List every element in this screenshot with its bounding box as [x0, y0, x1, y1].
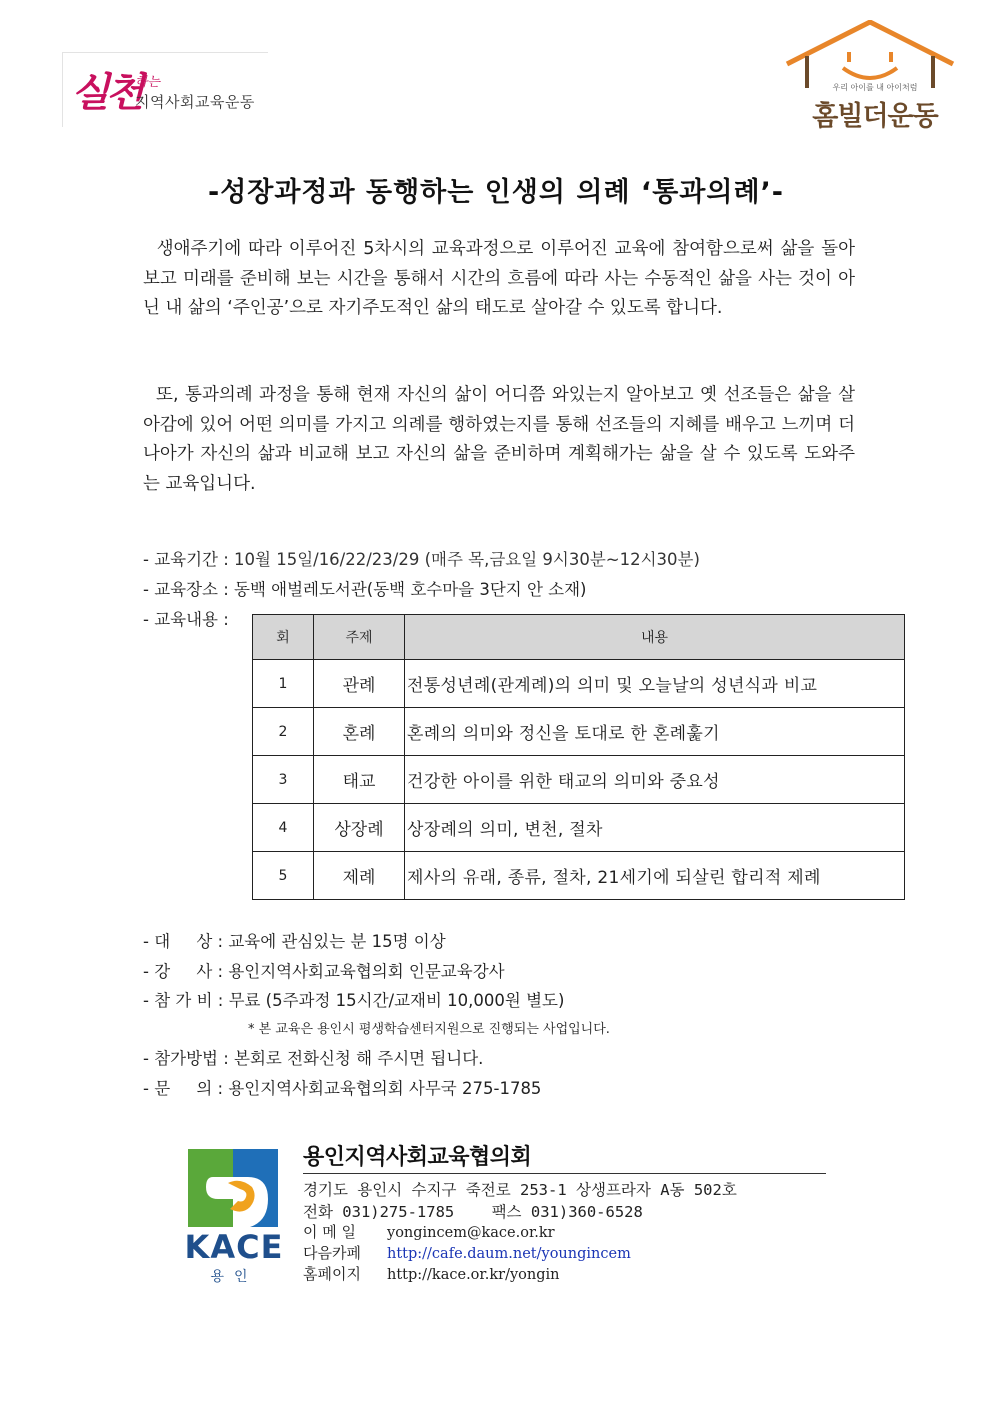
- row-topic: 태교: [314, 756, 405, 804]
- intro-paragraph-text: 생애주기에 따라 이루어진 5차시의 교육과정으로 이루어진 교육에 참여함으로써 삶을 돌아보고 미래를 준비해 보는 시간을 통해서 시간의 흐름에 따라 사는 수동적인 삶을 사는 것이 아닌 내 삶의 ‘주인공’으로 자기주도적인 삶의 태도로 살아갈 수 있도록 합니다.: [143, 239, 855, 318]
- logo-org-name: 지역사회교육운동: [135, 93, 255, 111]
- row-no: 1: [253, 660, 314, 708]
- row-no: 2: [253, 708, 314, 756]
- detail-paragraph-text: 또, 통과의례 과정을 통해 현재 자신의 삶이 어디쯤 와있는지 알아보고 옛 선조들은 삶을 살아감에 있어 어떤 의미를 가지고 의례를 행하였는지를 통해 선조들의 지혜를 배우고 느끼며 더 나아가 자신의 삶과 비교해 보고 자신의 삶을 준비하며 계획해가는 삶을 살 수 있도록 도와주는 교육입니다.: [143, 385, 855, 494]
- footer-email-line: [303, 1221, 555, 1242]
- footer-home-line: [303, 1263, 559, 1284]
- method-line: [143, 1045, 483, 1069]
- cafe-link[interactable]: http://cafe.daum.net/youngincem: [387, 1246, 631, 1262]
- fee-label: - 참 가 비 :: [143, 991, 229, 1010]
- kace-logo-text: KACE: [184, 1228, 284, 1266]
- content-label: - 교육내용 :: [143, 610, 229, 629]
- table-row: [253, 804, 905, 852]
- silcheon-logo: [62, 52, 268, 127]
- inquiry-value: 용인지역사회교육협의회 사무국 275-1785: [228, 1079, 542, 1098]
- row-topic: 제례: [314, 852, 405, 900]
- logo-script-text: 실천: [71, 69, 141, 116]
- row-topic: 혼례: [314, 708, 405, 756]
- row-no: 3: [253, 756, 314, 804]
- row-desc: 건강한 아이를 위한 태교의 의미와 중요성: [405, 756, 905, 804]
- footer-cafe-line: [303, 1242, 631, 1263]
- footer-phone: 전화 031)275-1785 팩스 031)360-6528: [303, 1203, 643, 1221]
- table-header-row: [253, 615, 905, 660]
- period-value: 10월 15일/16/22/23/29 (매주 목,금요일 9시30분~12시30분): [234, 550, 700, 569]
- fee-line: [143, 987, 564, 1011]
- period-label: - 교육기간 :: [143, 550, 235, 569]
- table-row: [253, 660, 905, 708]
- place-value: 동백 애벌레도서관(동백 호수마을 3단지 안 소재): [234, 580, 587, 599]
- lecturer-line: [143, 958, 505, 982]
- row-no: 5: [253, 852, 314, 900]
- logo-name: 홈빌더운동: [812, 101, 938, 132]
- header-content: 내용: [405, 615, 905, 660]
- table-row: [253, 756, 905, 804]
- kace-emblem-icon: [178, 1147, 288, 1232]
- kace-logo-sub: 용인: [210, 1269, 258, 1285]
- detail-paragraph: [143, 381, 855, 499]
- footer-divider: [303, 1173, 826, 1174]
- content-line: [143, 606, 229, 630]
- method-label: - 참가방법 :: [143, 1049, 235, 1068]
- header-topic: 주제: [314, 615, 405, 660]
- row-topic: 관례: [314, 660, 405, 708]
- email-value[interactable]: yongincem@kace.or.kr: [387, 1225, 555, 1241]
- row-topic: 상장례: [314, 804, 405, 852]
- fee-value: 무료 (5주과정 15시간/교재비 10,000원 별도): [228, 991, 565, 1010]
- footer-org-name: 용인지역사회교육협의회: [303, 1145, 532, 1170]
- cafe-label: 다음카페: [303, 1244, 361, 1262]
- table-row: [253, 852, 905, 900]
- home-label: 홈페이지: [303, 1265, 361, 1283]
- email-label: 이 메 일: [303, 1223, 357, 1241]
- table-row: [253, 708, 905, 756]
- target-line: [143, 928, 446, 952]
- row-desc: 제사의 유래, 종류, 절차, 21세기에 되살린 합리적 제례: [405, 852, 905, 900]
- footer-address: 경기도 용인시 수지구 죽전로 253-1 상생프라자 A동 502호: [303, 1181, 737, 1199]
- target-value: 교육에 관심있는 분 15명 이상: [228, 932, 446, 951]
- header-no: 회: [253, 615, 314, 660]
- inquiry-label: - 문 의 :: [143, 1079, 229, 1098]
- place-label: - 교육장소 :: [143, 580, 235, 599]
- lecturer-value: 용인지역사회교육협의회 인문교육강사: [228, 962, 505, 981]
- row-desc: 전통성년례(관계례)의 의미 및 오늘날의 성년식과 비교: [405, 660, 905, 708]
- logo-tagline: 우리 아이를 내 아이처럼: [832, 83, 918, 92]
- target-label: - 대 상 :: [143, 932, 229, 951]
- logo-script-small: 하는: [135, 75, 161, 90]
- row-desc: 혼례의 의미와 정신을 토대로 한 혼례훑기: [405, 708, 905, 756]
- row-desc: 상장례의 의미, 변천, 절차: [405, 804, 905, 852]
- lecturer-label: - 강 사 :: [143, 962, 229, 981]
- inquiry-line: [143, 1075, 541, 1099]
- intro-paragraph: [143, 235, 855, 324]
- homebuilder-logo: [785, 20, 955, 132]
- period-line: [143, 546, 700, 570]
- curriculum-table: [252, 614, 905, 900]
- method-value: 본회로 전화신청 해 주시면 됩니다.: [234, 1049, 484, 1068]
- row-no: 4: [253, 804, 314, 852]
- home-link[interactable]: http://kace.or.kr/yongin: [387, 1267, 560, 1283]
- page-title: -성장과정과 동행하는 인생의 의례 ‘통과의례’-: [207, 177, 784, 208]
- funding-note: * 본 교육은 용인시 평생학습센터지원으로 진행되는 사업입니다.: [248, 1022, 610, 1037]
- place-line: [143, 576, 586, 600]
